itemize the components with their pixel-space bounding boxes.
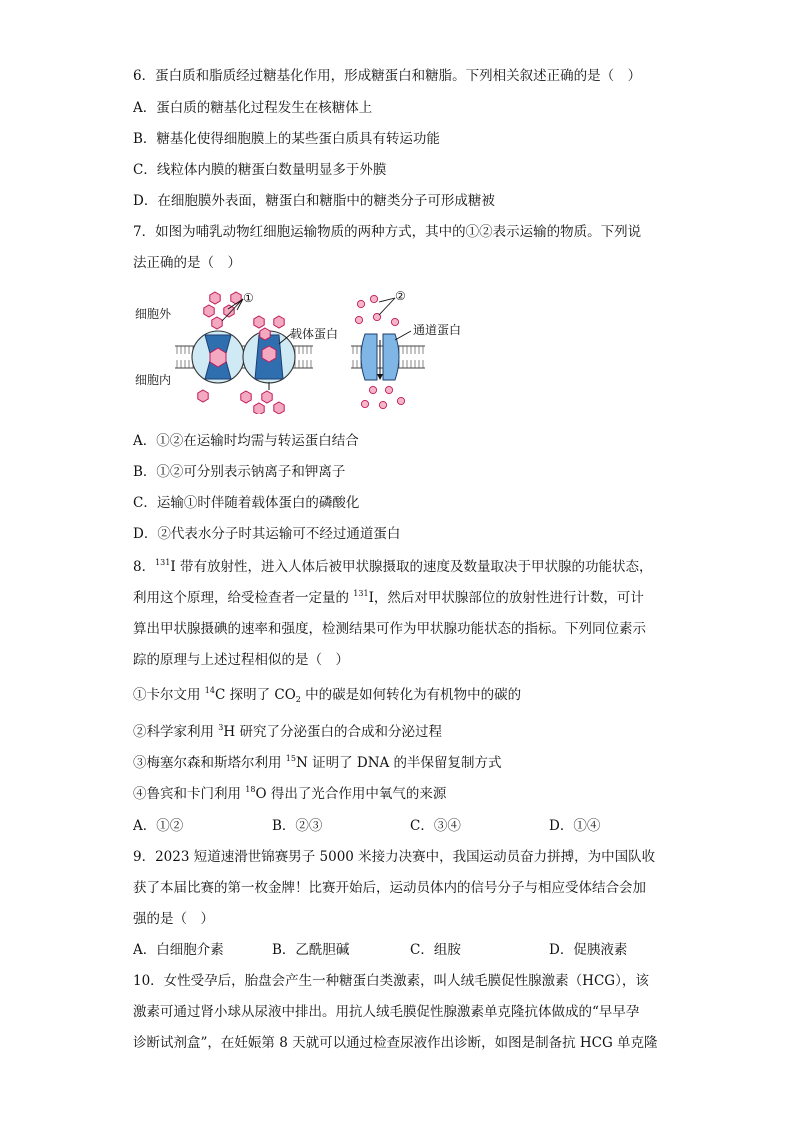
q9-option-d: D．促胰液素 (549, 942, 628, 958)
membrane-transport-figure (133, 284, 473, 414)
q8-option-d: D．①④ (549, 818, 601, 834)
carrier-protein-1 (192, 331, 244, 383)
carrier-protein-label: 载体蛋白 (290, 327, 339, 341)
q8-statement-1: ①卡尔文用 $^{14}$C 探明了 $CO_2$ 中的碳是如何转化为有机物中的碳的 (133, 686, 522, 704)
q7-option-a: A．①②在运输时均需与转运蛋白结合 (133, 433, 359, 449)
molecule-2-marker: ② (395, 289, 406, 303)
q6-option-c: C．线粒体内膜的糖蛋白数量明显多于外膜 (133, 162, 387, 178)
cell-inside-label: 细胞内 (135, 373, 172, 387)
molecule-1-marker: ① (243, 291, 254, 305)
q7-option-c: C．运输①时伴随着载体蛋白的磷酸化 (133, 495, 360, 511)
q8-statement-2: ②科学家利用 $^3$H 研究了分泌蛋白的合成和分泌过程 (133, 723, 442, 740)
q8-stem-line2: 利用这个原理，给受检查者一定量的 $^{131}$I，然后对甲状腺部位的放射性进行计数，可计 (133, 589, 644, 606)
q8-option-a: A．①② (133, 818, 184, 834)
q8-stem-line1: 8．$^{131}$I 带有放射性，进入人体后被甲状腺摄取的速度及数量取决于甲状腺的功能状态， (133, 558, 653, 575)
q8-stem-line3: 算出甲状腺摄碘的速率和强度，检测结果可作为甲状腺功能状态的指标。下列同位素示 (133, 621, 646, 637)
q6-stem: 6．蛋白质和脂质经过糖基化作用，形成糖蛋白和糖脂。下列相关叙述正确的是（ ） (133, 68, 642, 84)
q9-option-b: B．乙酰胆碱 (272, 942, 350, 958)
q6-option-b: B．糖基化使得细胞膜上的某些蛋白质具有转运功能 (133, 131, 440, 147)
q7-stem-line1: 7．如图为哺乳动物红细胞运输物质的两种方式，其中的①②表示运输的物质。下列说 (133, 224, 642, 240)
q9-stem-line2: 获了本届比赛的第一枚金牌！比赛开始后，运动员体内的信号分子与相应受体结合会加 (133, 880, 646, 896)
q9-option-a: A．白细胞介素 (133, 942, 224, 958)
q7-option-d: D．②代表水分子时其运输可不经过通道蛋白 (133, 526, 401, 542)
q8-statement-4: ④鲁宾和卡门利用 $^{18}$O 得出了光合作用中氧气的来源 (133, 785, 447, 802)
channel-protein-label: 通道蛋白 (413, 323, 462, 337)
q9-stem-line1: 9．2023 短道速滑世锦赛男子 5000 米接力决赛中，我国运动员奋力拼搏，为中国队收 (133, 849, 656, 865)
channel-protein (361, 334, 399, 380)
q9-stem-line3: 强的是（ ） (133, 911, 214, 927)
q10-stem-line3: 诊断试剂盒”，在妊娠第 8 天就可以通过检查尿液作出诊断，如图是制备抗 HCG 单克隆 (133, 1035, 658, 1051)
q8-option-c: C．③④ (410, 818, 461, 834)
cell-outside-label: 细胞外 (135, 307, 172, 321)
q8-option-b: B．②③ (272, 818, 323, 834)
q6-option-a: A．蛋白质的糖基化过程发生在核糖体上 (133, 100, 373, 116)
carrier-protein-2 (243, 331, 295, 390)
q10-stem-line2: 激素可通过肾小球从尿液中排出。用抗人绒毛膜促性腺激素单克隆抗体做成的“早早孕 (133, 1004, 640, 1020)
q8-statement-3: ③梅塞尔森和斯塔尔利用 $^{15}$N 证明了 DNA 的半保留复制方式 (133, 754, 502, 771)
q7-option-b: B．①②可分别表示钠离子和钾离子 (133, 464, 346, 480)
q6-option-d: D．在细胞膜外表面，糖蛋白和糖脂中的糖类分子可形成糖被 (133, 193, 495, 209)
q8-stem-line4: 踪的原理与上述过程相似的是（ ） (133, 652, 349, 668)
q9-option-c: C．组胺 (410, 942, 461, 958)
q7-stem-line2: 法正确的是（ ） (133, 255, 241, 271)
q10-stem-line1: 10．女性受孕后，胎盘会产生一种糖蛋白类激素，叫人绒毛膜促性腺激素（HCG），该 (133, 973, 649, 989)
